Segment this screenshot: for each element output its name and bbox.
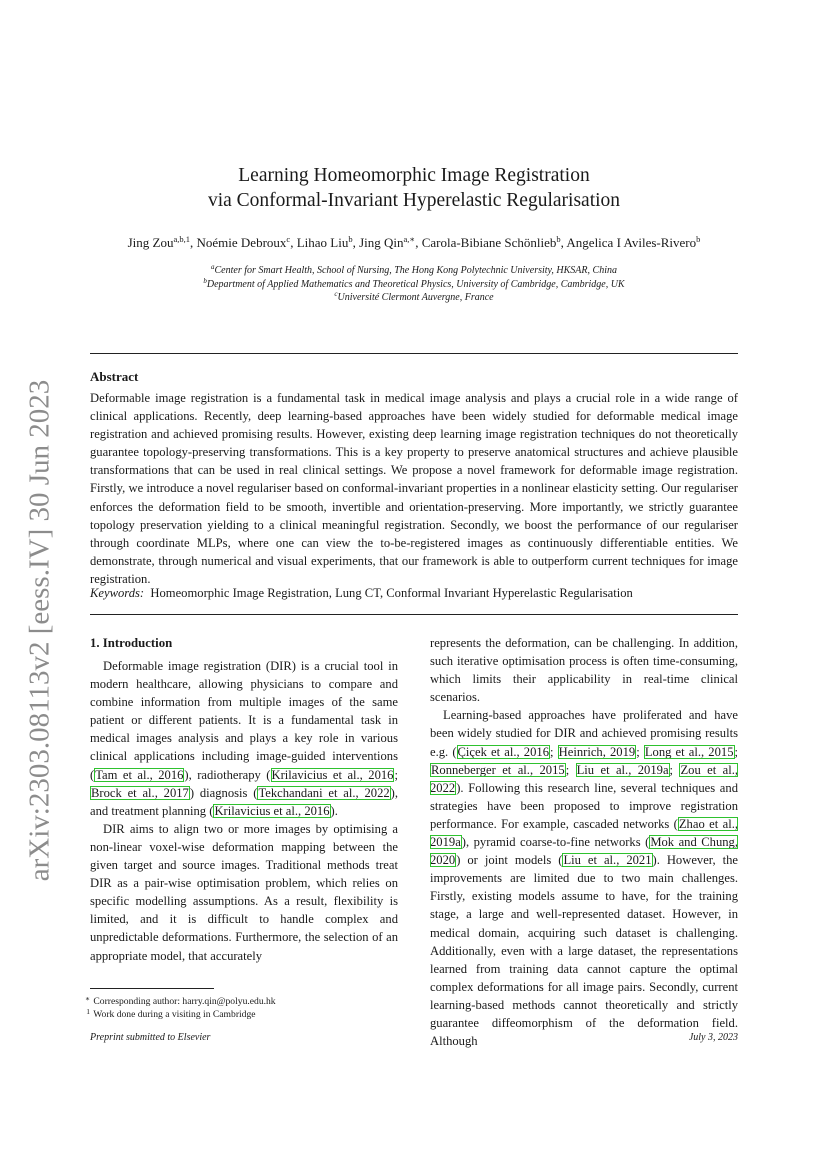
paragraph-text: Learning-based approaches have proliferated and have been widely studied for DIR and achieved promising results e.g. ( xyxy=(430,708,738,759)
left-column xyxy=(90,634,398,965)
author-affiliation-mark: c xyxy=(286,234,291,244)
citation-link[interactable]: Krilavicius et al., 2016 xyxy=(214,803,330,818)
paragraph-text: ), and treatment planning ( xyxy=(90,785,399,818)
intro-paragraph-2-continued: represents the deformation, can be challenging. In addition, such iterative optimisation process is often time-consuming, which limits their applicability in real-time clinical scenarios. xyxy=(430,636,738,705)
footnote-text: Corresponding author: harry.qin@polyu.edu.hk xyxy=(93,996,276,1007)
paragraph-text: ; xyxy=(669,762,680,777)
intro-paragraph-3 xyxy=(430,706,738,1050)
abstract-heading: Abstract xyxy=(90,369,139,384)
paragraph-text: ; xyxy=(394,767,398,782)
citation-link[interactable]: Brock et al., 2017 xyxy=(91,785,189,800)
abstract-top-rule xyxy=(90,353,738,354)
author-name: Carola-Bibiane Schönlieb xyxy=(421,235,557,250)
paragraph-text: ). xyxy=(330,803,338,818)
affiliation-list xyxy=(90,264,738,305)
footer-date: July 3, 2023 xyxy=(688,1032,738,1043)
affiliation-line xyxy=(90,264,738,278)
affiliation-mark: b xyxy=(203,276,207,285)
citation-link[interactable]: Liu et al., 2019a xyxy=(576,762,669,777)
citation-link[interactable]: Liu et al., 2021 xyxy=(563,853,652,868)
paragraph-text: ), pyramid coarse-to-fine networks ( xyxy=(461,835,650,850)
author-affiliation-mark: b xyxy=(696,234,701,244)
paper-title xyxy=(90,163,738,213)
author-name: Angelica I Aviles-Rivero xyxy=(566,235,697,250)
author-name: Jing Qin xyxy=(359,235,404,250)
paragraph-text: Deformable image registration (DIR) is a crucial tool in modern healthcare, allowing physicians to compare and combine information from multiple images of the same patient or different patients. It is a fundamental task in medical images analysis and plays a key role in various clinical applications including image-guided interventions ( xyxy=(90,659,398,782)
author-name: Jing Zou xyxy=(127,235,174,250)
affiliation-line xyxy=(90,291,738,305)
citation-link[interactable]: Çiçek et al., 2016 xyxy=(457,744,549,759)
abstract-bottom-rule xyxy=(90,614,738,615)
citation-link[interactable]: Zou et al., 2022 xyxy=(430,762,739,795)
affiliation-mark: a xyxy=(211,263,215,271)
author-affiliation-mark: b xyxy=(556,234,561,244)
keywords-text: Homeomorphic Image Registration, Lung CT, Conformal Invariant Hyperelastic Regularisation xyxy=(150,586,633,600)
author-list: Jing Zou$^{a,b,1}$, Noémie Debroux$^c$, Lihao Liu$^b$, Jing Qin$^{a,∗}$, Carola-Bibiane Schönlieb$^b$, Angelica I Aviles-Rivero$^b$ xyxy=(127,234,701,250)
affiliation-text: Université Clermont Auvergne, France xyxy=(337,292,494,303)
footnote-rule xyxy=(90,988,214,989)
paragraph-text: ). Following this research line, several techniques and strategies have been proposed to improve registration performance. For example, cascaded networks ( xyxy=(430,780,738,831)
affiliation-text: Department of Applied Mathematics and Theoretical Physics, University of Cambridge, Cambridge, UK xyxy=(206,278,625,290)
keywords-label: Keywords: xyxy=(90,586,145,600)
intro-paragraph-2: DIR aims to align two or more images by optimising a non-linear voxel-wise deformation mapping between the given target and source images. Traditional methods treat DIR as a pair-wise optimisation problem, which relies on specific modelling assumptions. As a result, flexibility is limited, and it is difficult to handle complex and unpredictable deformations. Furthermore, the selection of an appropriate model, that accurately xyxy=(90,821,398,963)
author-name: Lihao Liu xyxy=(296,235,349,250)
affiliation-mark: c xyxy=(334,290,338,298)
arxiv-sidebar-stamp xyxy=(20,365,60,895)
author-name: Noémie Debroux xyxy=(196,235,287,250)
citation-link[interactable]: Long et al., 2015 xyxy=(644,744,734,759)
author-affiliation-mark: a,∗ xyxy=(403,234,416,244)
paragraph-text: ) diagnosis ( xyxy=(189,785,258,800)
paragraph-text: ; xyxy=(565,762,576,777)
citation-link[interactable]: Tekchandani et al., 2022 xyxy=(258,785,390,800)
paragraph-text: ). However, the improvements are limited due to two main challenges. Firstly, existing models assume to have, for the training stage, a large and well-represented dataset. However, in medical domain, acquiring such dataset is challenging. Additionally, even with a large dataset, the representations learned from training data cannot capture the optimal complex deformations for all image pairs. Secondly, current learning-based methods cannot theoretically and strictly guarantee diffeomorphism of the deformation field. Although xyxy=(430,853,738,1049)
intro-paragraph-1 xyxy=(90,657,398,820)
affiliation-text: Center for Smart Health, School of Nursing, The Hong Kong Polytechnic University, HKSAR, China xyxy=(214,265,617,276)
title-line-2: via Conformal-Invariant Hyperelastic Regularisation xyxy=(207,190,621,211)
section-heading-introduction: 1. Introduction xyxy=(90,636,173,650)
footer-preprint-note: Preprint submitted to Elsevier xyxy=(90,1032,211,1043)
footnote-text: Work done during a visiting in Cambridge xyxy=(93,1009,256,1020)
footnote-mark: ∗ xyxy=(84,994,90,1003)
abstract-body: Deformable image registration is a fundamental task in medical image analysis and plays a crucial role in a wide range of clinical applications. Recently, deep learning-based approaches have been widely studied for deformable medical image registration and achieved promising results. However, existing deep learning image registration techniques do not theoretically guarantee topology-preserving transformations. This is a key property to preserve anatomical structures and achieve plausible transformations that can be used in real clinical settings. We propose a novel framework for deformable image registration. Firstly, we introduce a novel regulariser based on conformal-invariant properties in a nonlinear elasticity setting. Our regulariser enforces the deformation field to be smooth, invertible and orientation-preserving. More importantly, we strictly guarantee topology preservation yielding to a clinical meaningful registration. Secondly, we boost the performance of our regulariser through coordinate MLPs, where one can view the to-be-registered images as continuously differentiable entities. We demonstrate, through numerical and visual experiments, that our framework is able to outperform current techniques for image registration. xyxy=(90,391,738,586)
affiliation-line xyxy=(90,278,738,292)
footnote-visiting xyxy=(80,1006,256,1021)
keywords-line xyxy=(90,586,738,601)
paragraph-text: ) or joint models ( xyxy=(456,853,563,868)
citation-link[interactable]: Zhao et al., 2019a xyxy=(430,816,738,850)
citation-link[interactable]: Krilavicius et al., 2016 xyxy=(271,767,394,782)
title-line-1: Learning Homeomorphic Image Registration xyxy=(238,165,590,186)
paragraph-text: ; xyxy=(734,744,738,759)
right-column xyxy=(430,634,738,1050)
paragraph-text: ; xyxy=(636,744,644,759)
citation-link[interactable]: Heinrich, 2019 xyxy=(558,744,636,759)
author-affiliation-mark: b xyxy=(348,234,353,244)
paragraph-text: ), radiotherapy ( xyxy=(184,767,271,782)
arxiv-id-text: arXiv:2303.08113v2 [eess.IV] 30 Jun 2023 xyxy=(23,379,56,881)
citation-link[interactable]: Ronneberger et al., 2015 xyxy=(431,762,565,777)
footnote-mark: 1 xyxy=(86,1007,90,1016)
citation-link[interactable]: Mok and Chung, 2020 xyxy=(430,835,738,868)
citation-link[interactable]: Tam et al., 2016 xyxy=(95,767,184,782)
author-affiliation-mark: a,b,1 xyxy=(173,234,191,244)
paragraph-text: ; xyxy=(550,744,558,759)
